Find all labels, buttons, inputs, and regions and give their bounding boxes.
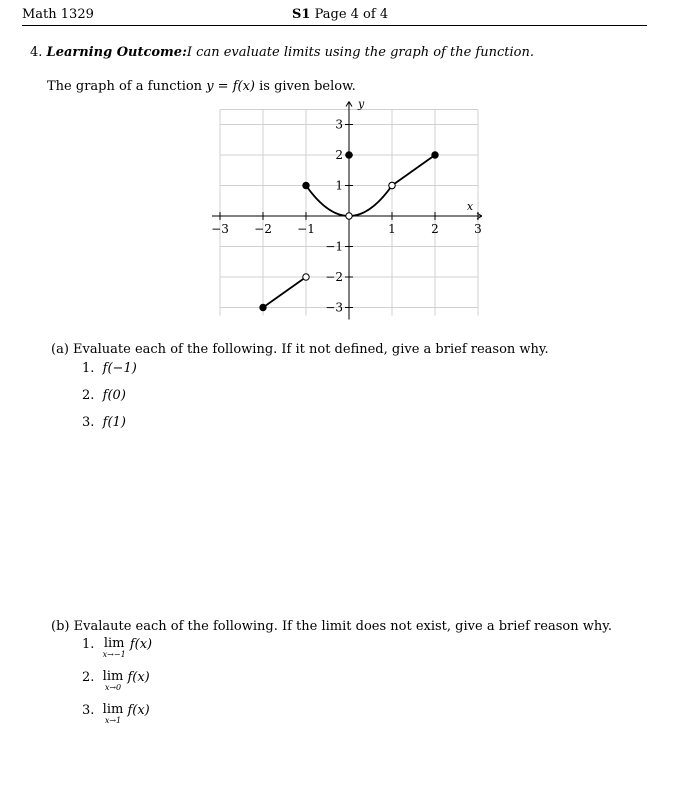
x-tick-label: −3 <box>211 222 229 236</box>
y-axis-label: y <box>358 97 365 111</box>
y-tick-label: 2 <box>335 148 343 162</box>
open-endpoint <box>389 182 395 188</box>
limit-function: f(x) <box>127 703 150 718</box>
part-b-item <box>82 637 152 659</box>
x-tick-label: −1 <box>297 222 315 236</box>
limit-operator: lim x→0 <box>102 669 124 692</box>
part-a-label: (a) <box>51 342 69 357</box>
part-a-prompt <box>51 342 549 357</box>
item-number: 1. <box>82 637 95 652</box>
section-label: S1 <box>292 7 311 22</box>
limit-operator: lim x→−1 <box>102 636 126 659</box>
y-tick-label: 3 <box>335 117 343 132</box>
outcome-text: I can evaluate limits using the graph of the function. <box>186 45 534 60</box>
item-number: 3. <box>82 415 95 430</box>
item-number: 1. <box>82 361 95 376</box>
item-expression: f(1) <box>102 415 126 430</box>
item-expression: f(0) <box>102 388 126 403</box>
page-number: Page 4 of 4 <box>314 7 389 22</box>
intro-before: The graph of a function <box>47 79 207 94</box>
open-point <box>346 213 352 219</box>
part-a-item <box>82 361 137 376</box>
item-number: 2. <box>82 388 95 403</box>
intro-after: is given below. <box>254 79 356 94</box>
item-expression: f(−1) <box>102 361 137 376</box>
part-b-item <box>82 703 150 725</box>
closed-point <box>346 152 352 158</box>
part-a-text: Evaluate each of the following. If it not defined, give a brief reason why. <box>73 342 549 357</box>
limit-operator: lim x→1 <box>102 702 124 725</box>
function-graph <box>0 0 673 340</box>
x-axis-label: x <box>466 200 474 213</box>
item-number: 3. <box>82 703 95 718</box>
intro-math: y = f(x) <box>206 79 255 94</box>
graph-labels <box>211 98 482 315</box>
closed-endpoint <box>303 182 309 188</box>
question-number: 4. <box>30 45 43 60</box>
x-tick-label: 1 <box>388 222 396 236</box>
item-number: 2. <box>82 670 95 685</box>
outcome-label: Learning Outcome: <box>46 45 187 60</box>
closed-endpoint <box>432 152 438 158</box>
curve-segment-right <box>392 155 435 186</box>
y-tick-label: −1 <box>325 239 343 254</box>
limit-function: f(x) <box>129 637 153 652</box>
x-tick-label: 2 <box>431 222 439 236</box>
part-b-item <box>82 670 150 692</box>
y-tick-label: −2 <box>325 270 343 284</box>
y-tick-label: 1 <box>335 178 343 193</box>
open-endpoint <box>303 274 309 280</box>
part-b-prompt <box>51 619 612 634</box>
part-a-item <box>82 415 126 430</box>
x-tick-label: −2 <box>254 222 272 236</box>
closed-endpoint <box>260 304 266 310</box>
y-tick-label: −3 <box>325 300 343 315</box>
part-a-item <box>82 388 126 403</box>
part-b-text: Evalaute each of the following. If the limit does not exist, give a brief reason why. <box>73 619 612 634</box>
graph-axes <box>212 102 482 320</box>
curve-segment-left <box>263 277 306 308</box>
course-title: Math 1329 <box>22 7 94 22</box>
limit-function: f(x) <box>127 670 150 685</box>
x-tick-label: 3 <box>474 222 482 236</box>
part-b-label: (b) <box>51 619 70 634</box>
